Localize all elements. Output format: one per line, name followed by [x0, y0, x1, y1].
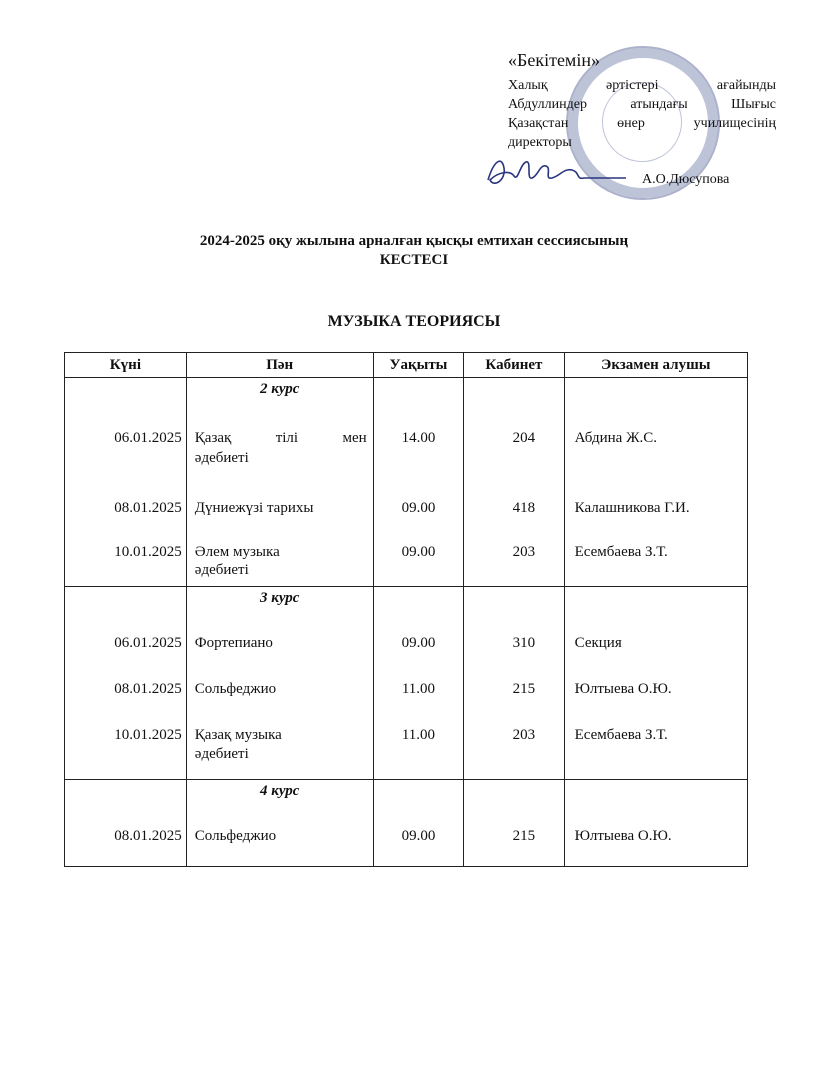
cell-examiner: Секция [574, 635, 622, 651]
cell-room: 203 [512, 727, 536, 743]
cell-room: 418 [512, 500, 536, 516]
cell-room: 215 [512, 828, 536, 844]
cell-examiner: Есембаева З.Т. [574, 727, 668, 743]
table-header-row [65, 353, 748, 378]
cell-examiner: Юлтыева О.Ю. [574, 828, 672, 844]
document-title [0, 232, 828, 270]
cell-room: 215 [512, 681, 536, 697]
cell-room: 310 [512, 635, 536, 651]
approval-line: Абдуллиндер атындағы Шығыс [508, 97, 776, 112]
cell-subject: Дүниежүзі тарихы [194, 500, 314, 516]
cell-time: 09.00 [401, 828, 436, 844]
header-examiner: Экзамен алушы [564, 353, 747, 378]
cell-time: 14.00 [401, 430, 436, 446]
title-line-2: КЕСТЕСІ [379, 252, 449, 268]
cell-time: 09.00 [401, 544, 436, 560]
cell-time: 09.00 [401, 500, 436, 516]
approval-title: «Бекітемін» [508, 50, 600, 70]
approval-line: директоры [508, 135, 572, 150]
header-date: Күні [65, 353, 187, 378]
cell-date: 08.01.2025 [114, 500, 182, 516]
header-room: Кабинет [464, 353, 564, 378]
cell-examiner: Юлтыева О.Ю. [574, 681, 672, 697]
approval-block [508, 48, 776, 187]
cell-examiner: Есембаева З.Т. [574, 544, 668, 560]
course-label: 4 курс [259, 783, 300, 799]
cell-subject: Сольфеджио [194, 681, 277, 697]
header-subject: Пән [186, 353, 373, 378]
cell-date: 06.01.2025 [114, 430, 182, 446]
cell-time: 11.00 [401, 681, 436, 697]
cell-room: 203 [512, 544, 536, 560]
cell-examiner: Абдина Ж.С. [574, 430, 658, 446]
header-time: Уақыты [373, 353, 464, 378]
approval-line: Халық әртістері ағайынды [508, 78, 776, 93]
director-signature [480, 150, 630, 195]
cell-examiner: Калашникова Г.И. [574, 500, 690, 516]
director-name: А.О.Дюсупова [642, 172, 730, 187]
cell-subject: әдебиеті [194, 746, 249, 762]
table-group-3-course [65, 587, 748, 780]
cell-subject: Қазақ музыка [194, 727, 282, 743]
cell-date: 06.01.2025 [114, 635, 182, 651]
table-group-4-course [65, 780, 748, 867]
title-line-1: 2024-2025 оқу жылына арналған қысқы емтихан сессиясының [199, 233, 629, 249]
course-label: 2 курс [259, 381, 300, 397]
cell-subject: Қазақ тілі мен [194, 430, 367, 446]
course-label: 3 курс [259, 590, 300, 606]
document-subtitle: МУЗЫКА ТЕОРИЯСЫ [327, 313, 501, 330]
cell-subject: Фортепиано [194, 635, 273, 651]
cell-subject: Сольфеджио [194, 828, 277, 844]
exam-schedule-table [64, 352, 748, 867]
cell-date: 10.01.2025 [114, 544, 182, 560]
cell-time: 09.00 [401, 635, 436, 651]
approval-line: Қазақстан өнер училищесінің [508, 116, 776, 131]
cell-time: 11.00 [401, 727, 436, 743]
cell-date: 10.01.2025 [114, 727, 182, 743]
cell-date: 08.01.2025 [114, 828, 182, 844]
cell-subject: әдебиеті [194, 450, 249, 466]
cell-subject: Әлем музыка [194, 544, 280, 560]
cell-subject: әдебиеті [194, 562, 249, 578]
table-group-2-course [65, 378, 748, 587]
cell-date: 08.01.2025 [114, 681, 182, 697]
cell-room: 204 [512, 430, 536, 446]
